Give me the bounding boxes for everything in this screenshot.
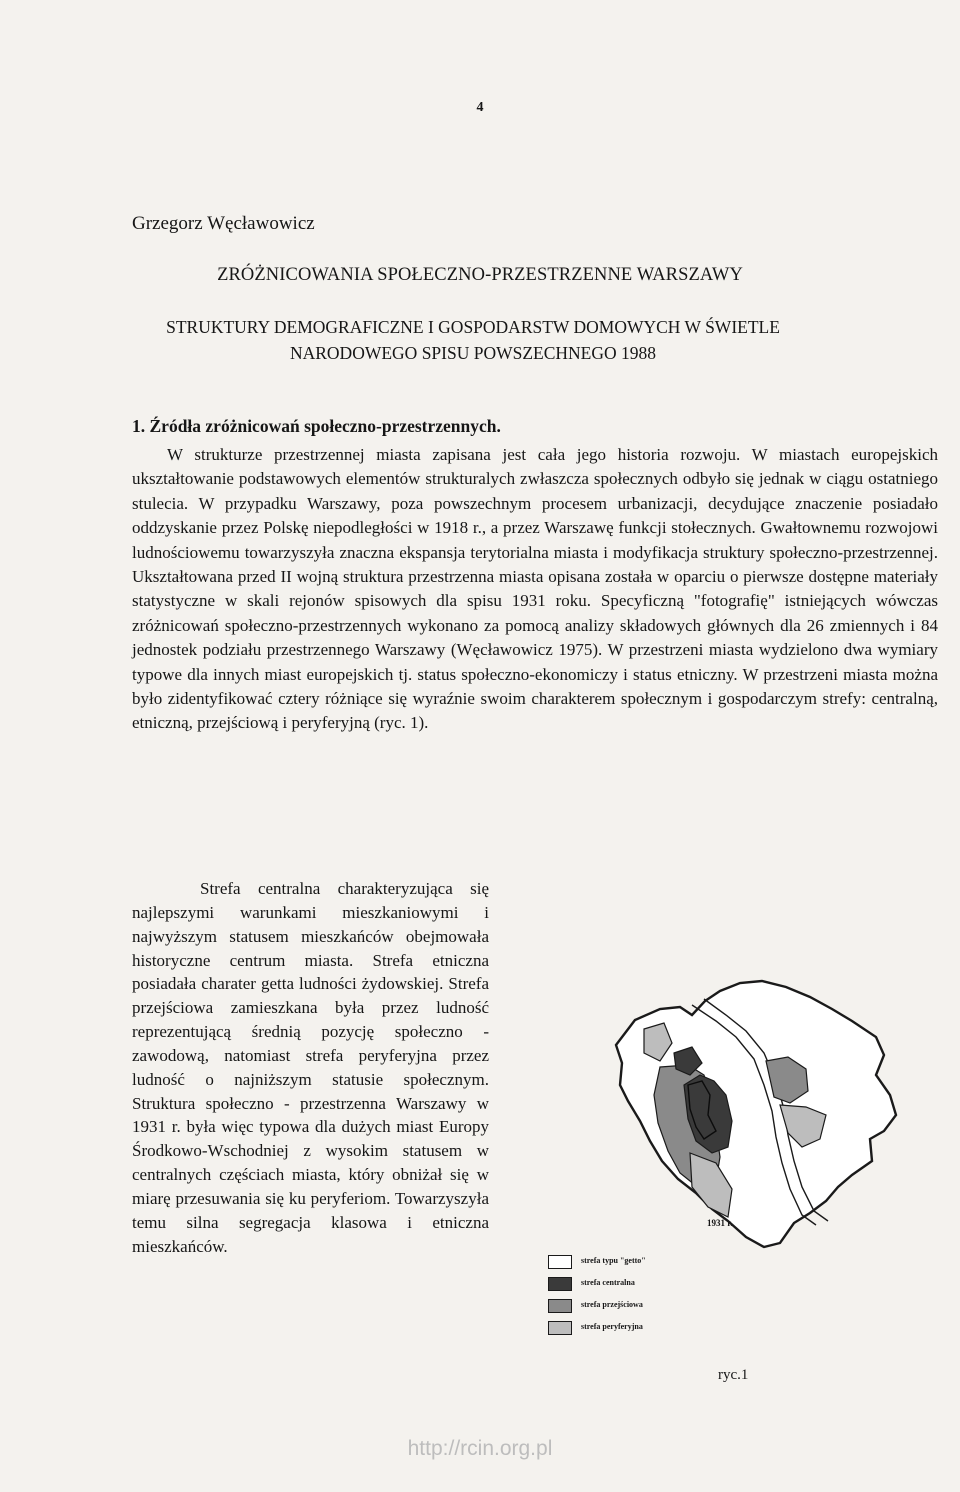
document-subtitle: STRUKTURY DEMOGRAFICZNE I GOSPODARSTW DOMOWYCH W ŚWIETLE NARODOWEGO SPISU POWSZECHNEGO 1988 bbox=[166, 317, 780, 363]
legend-swatch-peripheral bbox=[548, 1321, 572, 1335]
legend-item-peripheral bbox=[548, 1321, 708, 1337]
figure-year-label: 1931 r. bbox=[707, 1218, 733, 1228]
body-paragraph-main: W strukturze przestrzennej miasta zapisana jest cała jego historia rozwoju. W miastach europejskich ukształtowanie podstawowych elementów strukturalych zwłaszcza społecznych odbyło się jednak w ciągu ostatniego stulecia. W przypadku Warszawy, poza powszechnym procesem urbanizacji, decydujące znaczenie posiadało oddzyskanie przez Polskę niepodległości w 1918 r., a przez Warszawę funkcji stołecznych. Gwałtownemu rozwojowi ludnościowemu towarzyszyła znaczna ekspansja terytorialna miasta i modyfikacja struktury społeczno-przestrzennej. Ukształtowana przed II wojną struktura przestrzenna miasta opisana została w oparciu o pierwsze dostępne materiały statystyczne w skali rejonów spisowych dla spisu 1931 roku. Specyficzną "fotografię" istniejących wówczas zróżnicowań społeczno-przestrzennych wykonano za pomocą analizy składowych głównych dla 26 zmiennych i 84 jednostek podziału przestrzennego Warszawy (Węcławowicz 1975). W przestrzeni miasta wydzielono dwa wymiary typowe dla innych miast europejskich tj. status społeczno-ekonomiczy i status etniczny. W przestrzeni miasta można było zidentyfikować cztery różniące się wyraźnie swoim charakterem społecznym i gospodarczym strefy: centralną, etniczną, przejściową i peryferyjną (ryc. 1). bbox=[132, 445, 938, 733]
legend-label-ghetto: strefa typu "getto" bbox=[581, 1256, 646, 1265]
legend-label-central: strefa centralna bbox=[581, 1278, 635, 1287]
legend-item-central bbox=[548, 1277, 708, 1293]
legend-item-ghetto bbox=[548, 1255, 708, 1271]
legend-item-transitional bbox=[548, 1299, 708, 1315]
body-paragraph-side: Strefa centralna charakteryzująca się najlepszymi warunkami mieszkaniowymi i najwyższym statusem mieszkańców obejmowała historyczne centrum miasta. Strefa etniczna posiadała charater getta ludności żydowskiej. Strefa przejściowa zamieszkana była przez ludność reprezentującą średnią pozycję społeczno - zawodową, natomiast strefa peryferyjna przez ludność o najniższym statusie społecznym. Struktura społeczno - przestrzenna Warszawy w 1931 r. była więc typowa dla dużych miast Europy Środkowo-Wschodniej z wysokim statusem w centralnych częściach miasta, który obniżał się w miarę przesuwania się ku peryferiom. Towarzyszyła temu silna segregacja klasowa i etniczna mieszkańców. bbox=[132, 879, 489, 1256]
document-title: ZRÓŻNICOWANIA SPOŁECZNO-PRZESTRZENNE WARSZAWY bbox=[217, 265, 743, 285]
legend-swatch-transitional bbox=[548, 1299, 572, 1313]
page-number: 4 bbox=[476, 100, 484, 115]
legend-label-peripheral: strefa peryferyjna bbox=[581, 1322, 643, 1331]
warsaw-zones-map bbox=[540, 925, 940, 1255]
source-url-watermark[interactable]: http://rcin.org.pl bbox=[407, 1437, 553, 1460]
author-name: Grzegorz Węcławowicz bbox=[132, 213, 315, 234]
section-heading: 1. Źródła zróżnicowań społeczno-przestrzennych. bbox=[132, 416, 501, 436]
figure-warsaw-zones-map bbox=[540, 925, 940, 1395]
legend-label-transitional: strefa przejściowa bbox=[581, 1300, 643, 1309]
figure-caption: ryc.1 bbox=[718, 1367, 749, 1383]
legend-swatch-ghetto bbox=[548, 1255, 572, 1269]
legend-swatch-central bbox=[548, 1277, 572, 1291]
